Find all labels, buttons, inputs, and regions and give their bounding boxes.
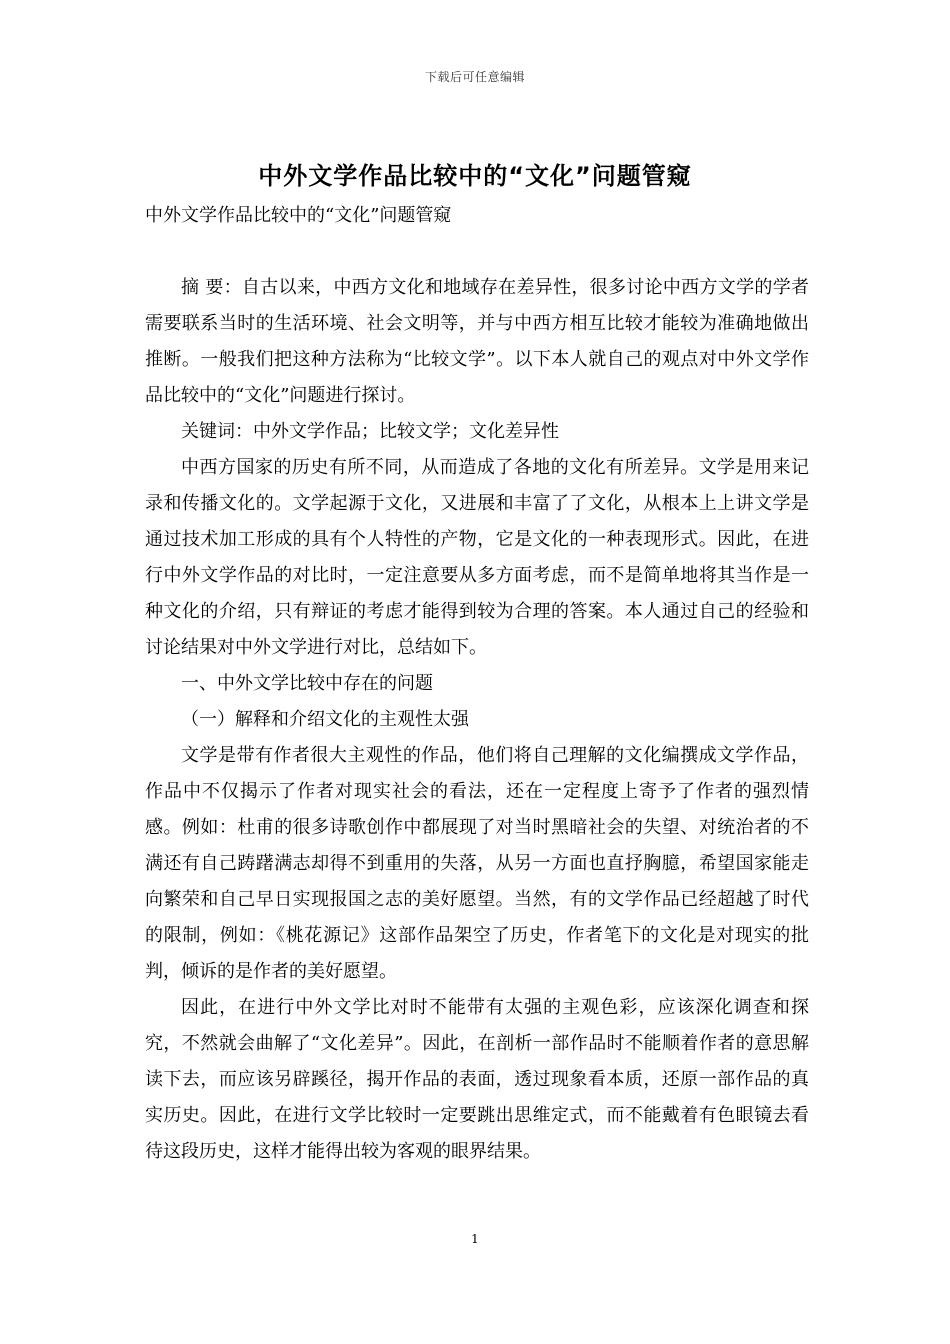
body-paragraph: 因此，在进行中外文学比对时不能带有太强的主观色彩，应该深化调查和探究，不然就会曲解了“文化差异”。因此，在剖析一部作品时不能顺着作者的意思解读下去，而应该另辟蹊径，揭开作品的表面，透过现象看本质，还原一部作品的真实历史。因此，在进行文学比较时一定要跳出思维定式，而不能戴着有色眼镜去看待这段历史，这样才能得出较为客观的眼界结果。 <box>145 997 809 1162</box>
abstract-paragraph: 摘 要：自古以来，中西方文化和地域存在差异性，很多讨论中西方文学的学者需要联系当时的生活环境、社会文明等，并与中西方相互比较才能较为准确地做出推断。一般我们把这种方法称为“比较文学”。以下本人就自己的观点对中外文学作品比较中的“文化”问题进行探讨。 <box>145 277 809 406</box>
document-body <box>145 198 809 1170</box>
document-title: 中外文学作品比较中的“文化”问题管窥 <box>258 162 692 190</box>
keywords-line: 关键词：中外文学作品；比较文学；文化差异性 <box>181 421 559 442</box>
intro-paragraph: 中西方国家的历史有所不同，从而造成了各地的文化有所差异。文学是用来记录和传播文化的。文学起源于文化，又进展和丰富了了文化，从根本上上讲文学是通过技术加工形成的具有个人特性的产物，它是文化的一种表现形式。因此，在进行中外文学作品的对比时，一定注意要从多方面考虑，而不是简单地将其当作是一种文化的介绍，只有辩证的考虑才能得到较为合理的答案。本人通过自己的经验和讨论结果对中外文学进行对比，总结如下。 <box>145 457 809 658</box>
section-heading: 一、中外文学比较中存在的问题 <box>181 673 433 694</box>
body-paragraph: 文学是带有作者很大主观性的作品，他们将自己理解的文化编撰成文学作品，作品中不仅揭示了作者对现实社会的看法，还在一定程度上寄予了作者的强烈情感。例如：杜甫的很多诗歌创作中都展现了对当时黑暗社会的失望、对统治者的不满还有自己踌躇满志却得不到重用的失落，从另一方面也直抒胸臆，希望国家能走向繁荣和自己早日实现报国之志的美好愿望。当然，有的文学作品已经超越了时代的限制，例如：《桃花源记》这部作品架空了历史，作者笔下的文化是对现实的批判，倾诉的是作者的美好愿望。 <box>145 745 809 982</box>
page-number: 1 <box>471 1232 479 1246</box>
header-note: 下载后可任意编辑 <box>424 70 525 84</box>
subsection-heading: （一）解释和介绍文化的主观性太强 <box>181 709 469 730</box>
document-subtitle: 中外文学作品比较中的“文化”问题管窥 <box>145 205 452 226</box>
